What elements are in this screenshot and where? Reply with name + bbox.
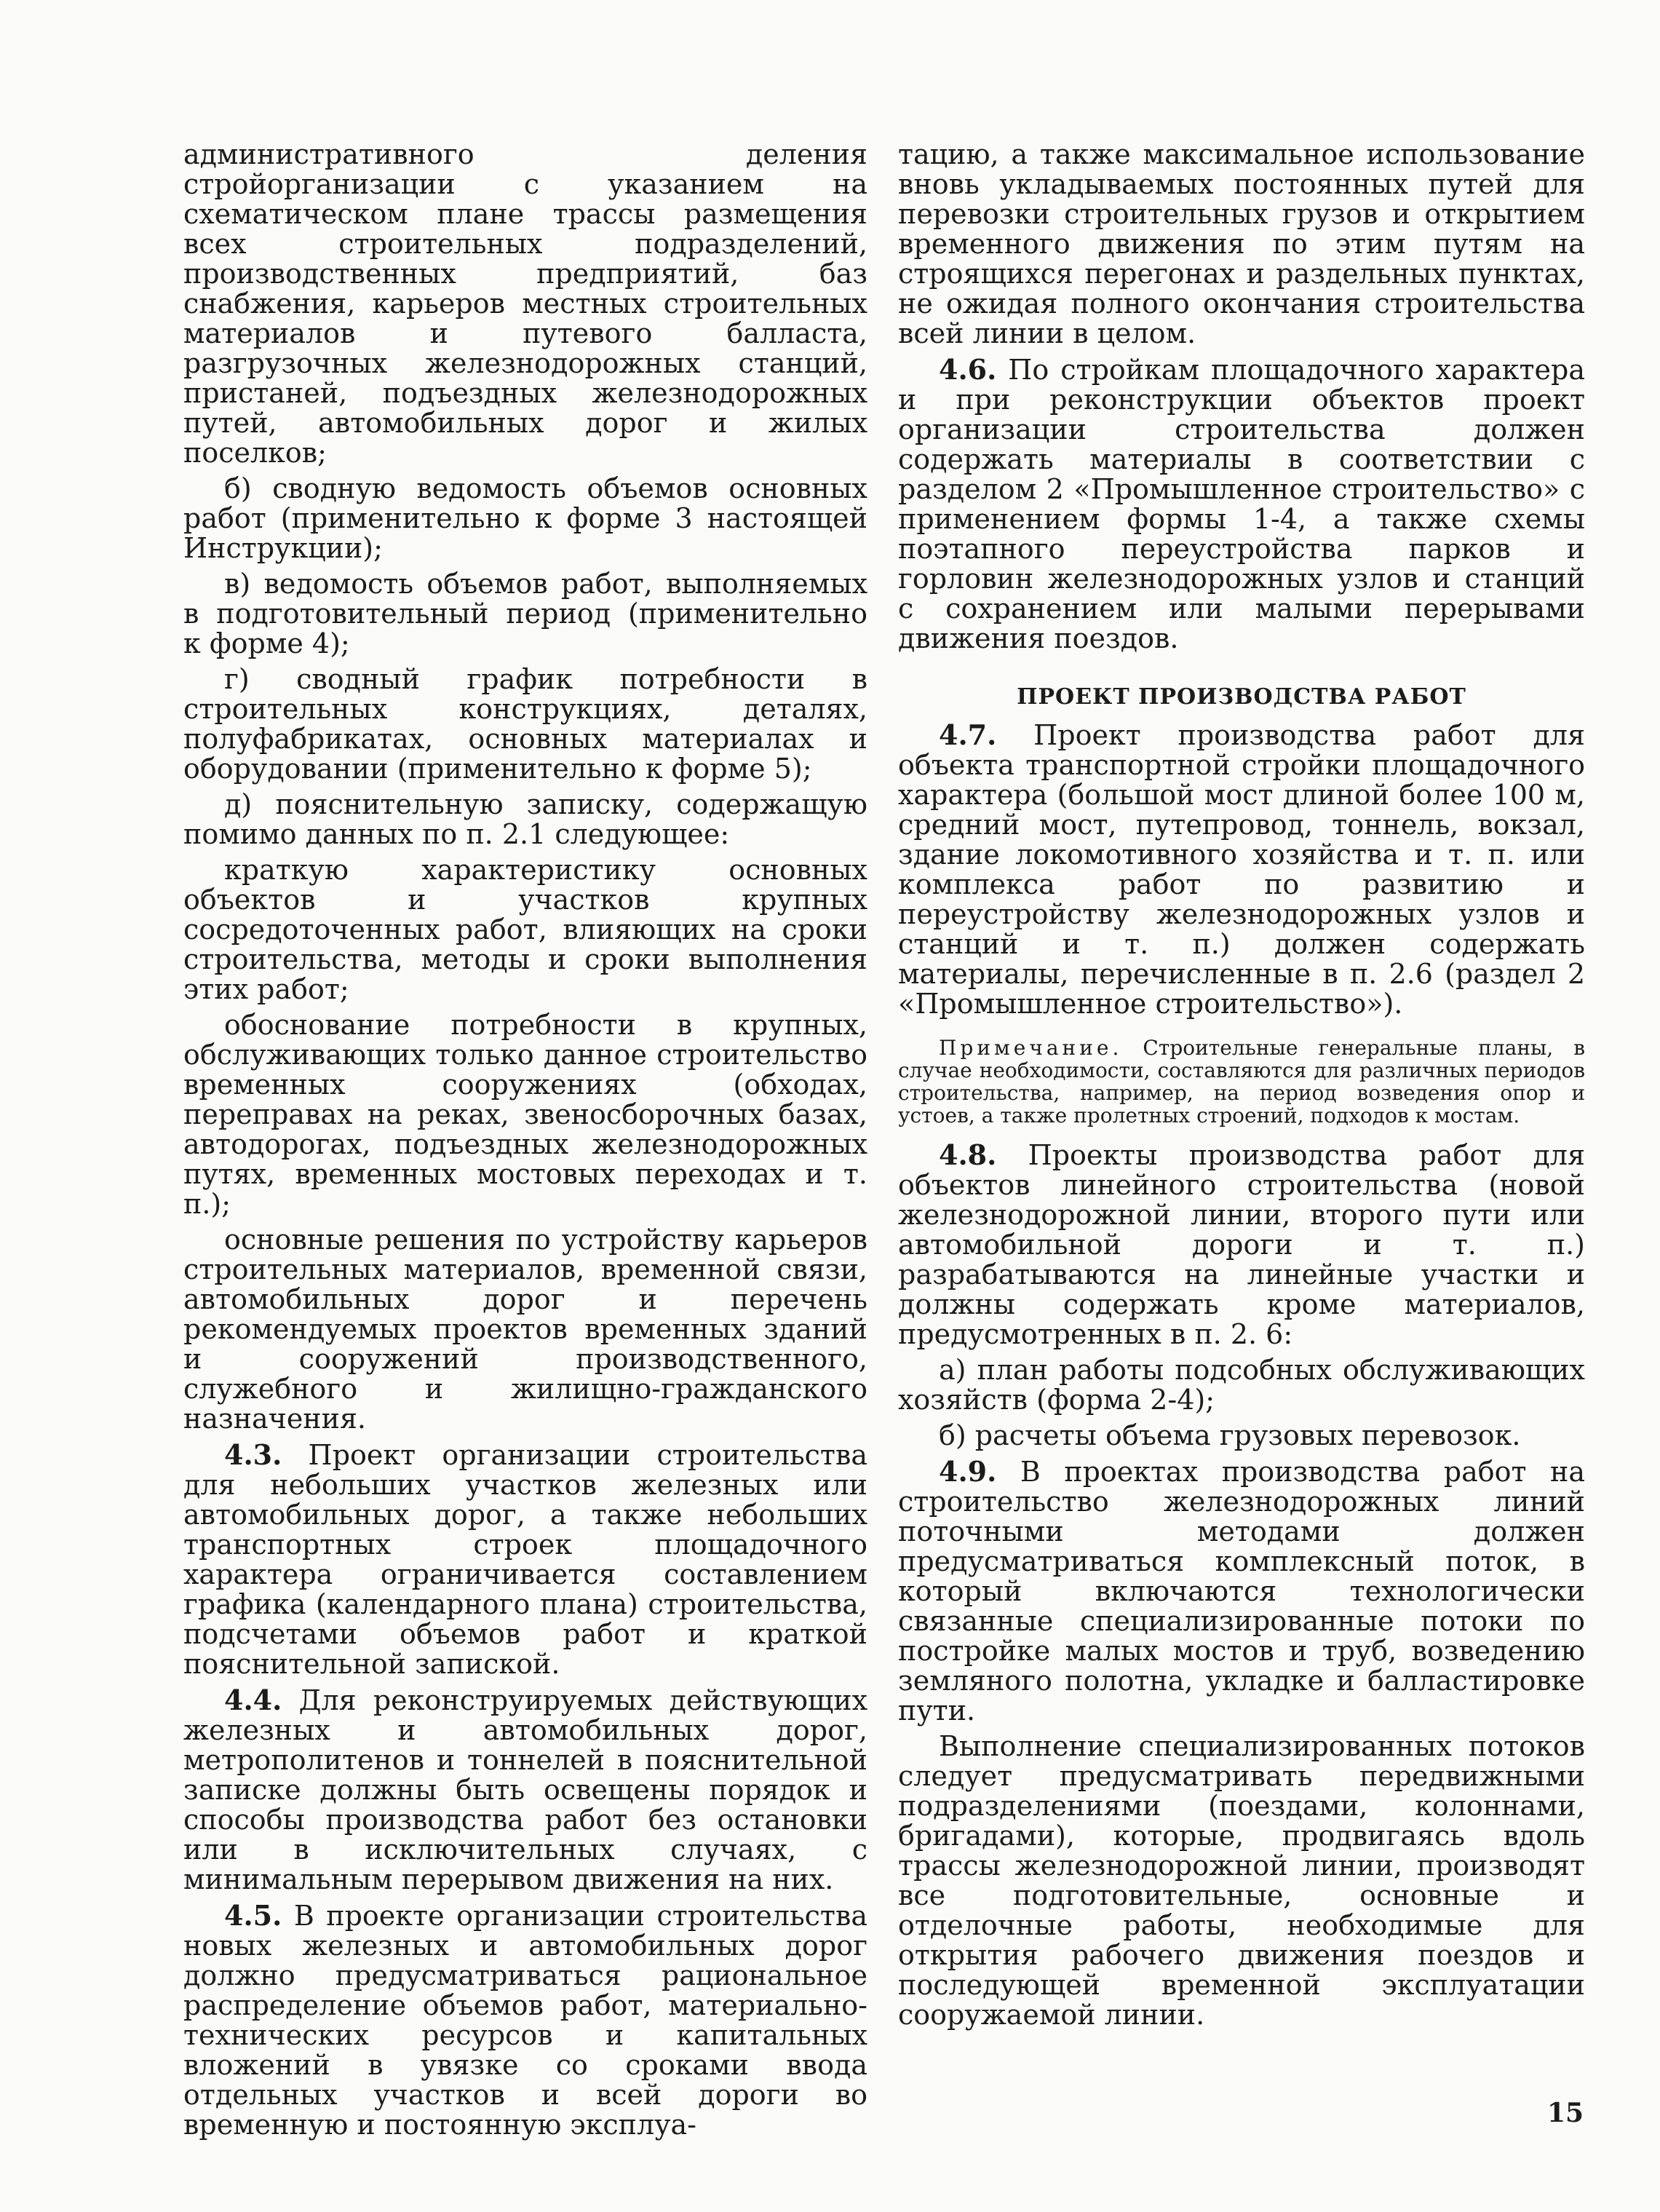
list-item-v: в) ведомость объемов работ, выполняемых в подготовительный период (применительно к форме 4); — [183, 568, 867, 659]
note-text: Строительные генеральные планы, в случае необходимости, составляются для различных периодов строительства, например, на период возведения опор и устоев, а также пролетных строений, подходов к мостам. — [898, 1036, 1585, 1127]
section-4-9 — [898, 1456, 1585, 1726]
left-column — [183, 140, 867, 2140]
section-4-6 — [898, 354, 1585, 654]
paragraph-justification: обоснование потребности в крупных, обслуживающих только данное строительство временных сооружениях (обходах, переправах на реках, звеносборочных базах, автодорогах, подъездных железнодорожных путях, временных мостовых переходах и т. п.); — [183, 1009, 867, 1220]
list-item-b: б) сводную ведомость объемов основных работ (применительно к форме 3 настоящей Инструкции); — [183, 472, 867, 564]
section-number: 4.5. — [224, 1899, 282, 1932]
list-item-g: г) сводный график потребности в строительных конструкциях, деталях, полуфабрикатах, основных материалах и оборудовании (применительно к форме 5); — [183, 663, 867, 785]
list-item-d: д) пояснительную записку, содержащую помимо данных по п. 2.1 следующее: — [183, 788, 867, 850]
section-number: 4.8. — [939, 1138, 997, 1171]
section-text: Проект производства работ для объекта транспортной стройки площадочного характера (большой мост длиной более 100 м, средний мост, путепровод, тоннель, вокзал, здание локомотивного хозяйства и т. п. или комплекса работ по развитию и переустройству железнодорожных узлов и станций и т. п.) должен содержать материалы, перечисленные в п. 2.6 (раздел 2 «Промышленное строительство»). — [898, 719, 1585, 1020]
paragraph-continuation: административного деления стройорганизации с указанием на схематическом плане трассы размещения всех строительных подразделений, производственных предприятий, баз снабжения, карьеров местных строительных материалов и путевого балласта, разгрузочных железнодорожных станций, пристаней, подъездных железнодорожных путей, автомобильных дорог и жилых поселков; — [183, 138, 867, 469]
section-heading: ПРОЕКТ ПРОИЗВОДСТВА РАБОТ — [1017, 684, 1466, 710]
section-text: В проекте организации строительства новых железных и автомобильных дорог должно предусматриваться рациональное распределение объемов работ, материально-технических ресурсов и капитальных вложений в увязке со сроками ввода отдельных участков и всей дороги во временную и постоянную эксплуа- — [183, 1900, 867, 2141]
paragraph-characteristics: краткую характеристику основных объектов и участков крупных сосредоточенных работ, влияющих на сроки строительства, методы и сроки выполнения этих работ; — [183, 854, 867, 1005]
section-text: В проектах производства работ на строительство железнодорожных линий поточными методами должен предусматриваться комплексный поток, в который включаются технологически связанные специализированные потоки по постройке малых мостов и труб, возведению земляного полотна, укладке и балластировке пути. — [898, 1456, 1585, 1727]
section-text: По стройкам площадочного характера и при реконструкции объектов проект организации строительства должен содержать материалы в соответствии с разделом 2 «Промышленное строительство» с применением формы 1-4, а также схемы поэтапного переустройства парков и горловин железнодорожных узлов и станций с сохранением или малыми перерывами движения поездов. — [898, 354, 1585, 654]
section-number: 4.3. — [224, 1438, 282, 1471]
right-column — [898, 140, 1585, 2030]
section-number: 4.9. — [939, 1455, 997, 1488]
page-number: 15 — [1547, 2098, 1584, 2128]
section-4-5 — [183, 1900, 867, 2140]
section-text: Проект организации строительства для небольших участков железных или автомобильных дорог, а также небольших транспортных строек площадочного характера ограничивается составлением графика (календарного плана) строительства, подсчетами объемов работ и краткой пояснительной запиской. — [183, 1439, 867, 1680]
note-label: Примечание. — [939, 1036, 1123, 1060]
paragraph-flows: Выполнение специализированных потоков следует предусматривать передвижными подразделениями (поездами, колоннами, бригадами), которые, продвигаясь вдоль трассы железнодорожной линии, производят все подготовительные, основные и отделочные работы, необходимые для открытия рабочего движения поездов и последующей временной эксплуатации сооружаемой линии. — [898, 1730, 1585, 2031]
section-4-7 — [898, 720, 1585, 1019]
section-number: 4.7. — [939, 718, 997, 751]
section-text: Для реконструируемых действующих железных и автомобильных дорог, метрополитенов и тоннелей в пояснительной записке должны быть освещены порядок и способы производства работ без остановки или в исключительных случаях, с минимальным перерывом движения на них. — [183, 1684, 867, 1895]
section-4-4 — [183, 1685, 867, 1895]
section-4-3 — [183, 1440, 867, 1679]
section-number: 4.6. — [939, 353, 997, 386]
paragraph-main-decisions: основные решения по устройству карьеров строительных материалов, временной связи, автомобильных дорог и перечень рекомендуемых проектов временных зданий и сооружений производственного, служебного и жилищно-гражданского назначения. — [183, 1224, 867, 1435]
list-item-b: б) расчеты объема грузовых перевозок. — [939, 1419, 1521, 1451]
section-number: 4.4. — [224, 1684, 282, 1716]
list-item-a: а) план работы подсобных обслуживающих хозяйств (форма 2-4); — [898, 1354, 1585, 1416]
section-4-8 — [898, 1140, 1585, 1349]
paragraph-continuation: тацию, а также максимальное использование вновь укладываемых постоянных путей для перевозки строительных грузов и открытием временного движения по этим путям на строящихся перегонах и раздельных пунктах, не ожидая полного окончания строительства всей линии в целом. — [898, 138, 1585, 349]
section-text: Проекты производства работ для объектов линейного строительства (новой железнодорожной линии, второго пути или автомобильной дороги и т. п.) разрабатываются на линейные участки и должны содержать кроме материалов, предусмотренных в п. 2. 6: — [898, 1139, 1585, 1350]
note — [898, 1036, 1585, 1127]
